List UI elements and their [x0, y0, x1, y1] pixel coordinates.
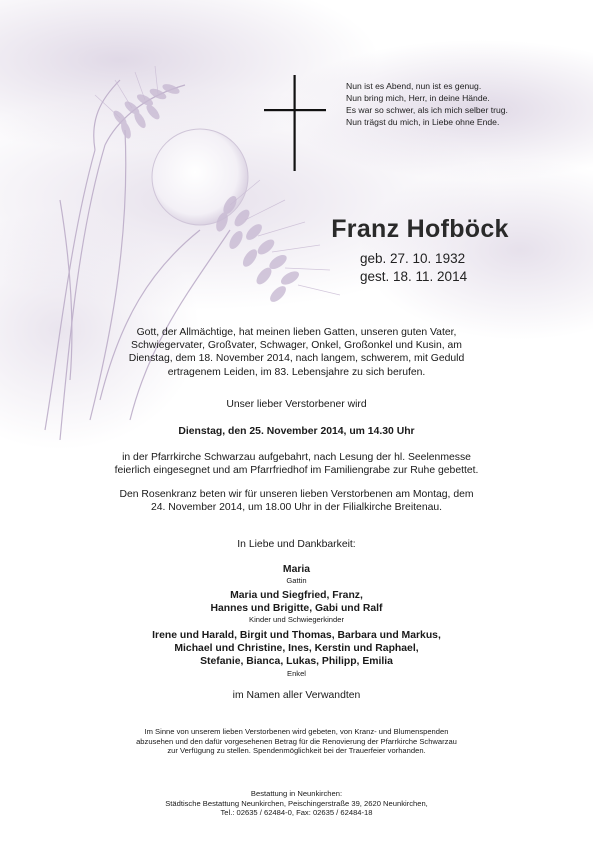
- deceased-name: Franz Hofböck: [331, 215, 509, 243]
- poem-line: Nun trägst du mich, in Liebe ohne Ende.: [346, 117, 500, 127]
- poem-line: Es war so schwer, als ich mich selber trug.: [346, 105, 508, 115]
- death-date: gest. 18. 11. 2014: [360, 269, 468, 284]
- mourner-group-grandchildren: [0, 629, 593, 679]
- announcement-line: Dienstag, dem 18. November 2014, nach langem, schwerem, mit Geduld: [128, 353, 465, 365]
- moon: [152, 129, 248, 225]
- life-dates: [360, 250, 467, 286]
- mourner-role: Kinder und Schwiegerkinder: [249, 615, 344, 625]
- footer-line: Städtische Bestattung Neunkirchen, Peischingerstraße 39, 2620 Neunkirchen,: [165, 798, 428, 808]
- birth-date: geb. 27. 10. 1932: [360, 251, 466, 266]
- mourner-names: Irene und Harald, Birgit und Thomas, Barbara und Markus,: [152, 630, 441, 641]
- mourner-names: Michael und Christine, Ines, Kerstin und Raphael,: [174, 643, 419, 655]
- announcement-line: ertragenem Leiden, im 83. Lebensjahre zu sich berufen.: [167, 366, 426, 378]
- announcement-line: Schwiegervater, Großvater, Schwager, Onkel, Großonkel und Kusin, am: [131, 340, 462, 352]
- mourner-names: Maria: [282, 564, 311, 575]
- mourners-intro: In Liebe und Dankbarkeit:: [237, 539, 356, 550]
- rosary-line: Den Rosenkranz beten wir für unseren lieben Verstorbenen am Montag, dem: [119, 489, 474, 500]
- funeral-detail-line: in der Pfarrkirche Schwarzau aufgebahrt, nach Lesung der hl. Seelenmesse: [122, 452, 471, 463]
- poem-line: Nun bring mich, Herr, in deine Hände.: [346, 93, 490, 103]
- poem: [346, 80, 508, 128]
- funeral-intro: Unser lieber Verstorbener wird: [226, 399, 367, 410]
- funeral-date: Dienstag, den 25. November 2014, um 14.30 Uhr: [178, 426, 415, 437]
- announcement-line: Gott, der Allmächtige, hat meinen lieben Gatten, unseren guten Vater,: [136, 327, 457, 338]
- mourner-names: Hannes und Brigitte, Gabi und Ralf: [210, 603, 383, 615]
- donation-note-line: Im Sinne von unserem lieben Verstorbenen wird gebeten, von Kranz- und Blumenspenden: [144, 727, 449, 736]
- funeral-detail-line: feierlich eingesegnet und am Pfarrfriedhof im Familiengrabe zur Ruhe gebettet.: [114, 465, 479, 477]
- donation-note-line: zur Verfügung zu stellen. Spendenmöglichkeit bei der Trauerfeier vorhanden.: [167, 746, 426, 756]
- mourner-role: Enkel: [287, 668, 306, 678]
- cross-icon: [264, 75, 326, 171]
- announcement: [0, 326, 593, 379]
- rosary-info: [0, 488, 593, 514]
- funeral-details: [0, 451, 593, 477]
- rosary-line: 24. November 2014, um 18.00 Uhr in der Filialkirche Breitenau.: [150, 502, 443, 514]
- donation-note: [0, 727, 593, 756]
- mourners-closing: im Namen aller Verwandten: [232, 690, 361, 701]
- poem-line: Nun ist es Abend, nun ist es genug.: [346, 81, 482, 91]
- mourner-role: Gattin: [286, 576, 307, 586]
- mourner-group-spouse: [0, 563, 593, 586]
- footer-line: Tel.: 02635 / 62484-0, Fax: 02635 / 62484-18: [220, 808, 373, 818]
- funeral-home-footer: [0, 789, 593, 818]
- mourner-names: Maria und Siegfried, Franz,: [230, 590, 363, 601]
- footer-line: Bestattung in Neunkirchen:: [250, 789, 343, 798]
- mourner-names: Stefanie, Bianca, Lukas, Philipp, Emilia: [200, 656, 393, 668]
- donation-note-line: abzusehen und den dafür vorgesehenen Betrag für die Renovierung der Pfarrkirche Schwarzau: [136, 736, 457, 746]
- mourner-group-children: [0, 589, 593, 625]
